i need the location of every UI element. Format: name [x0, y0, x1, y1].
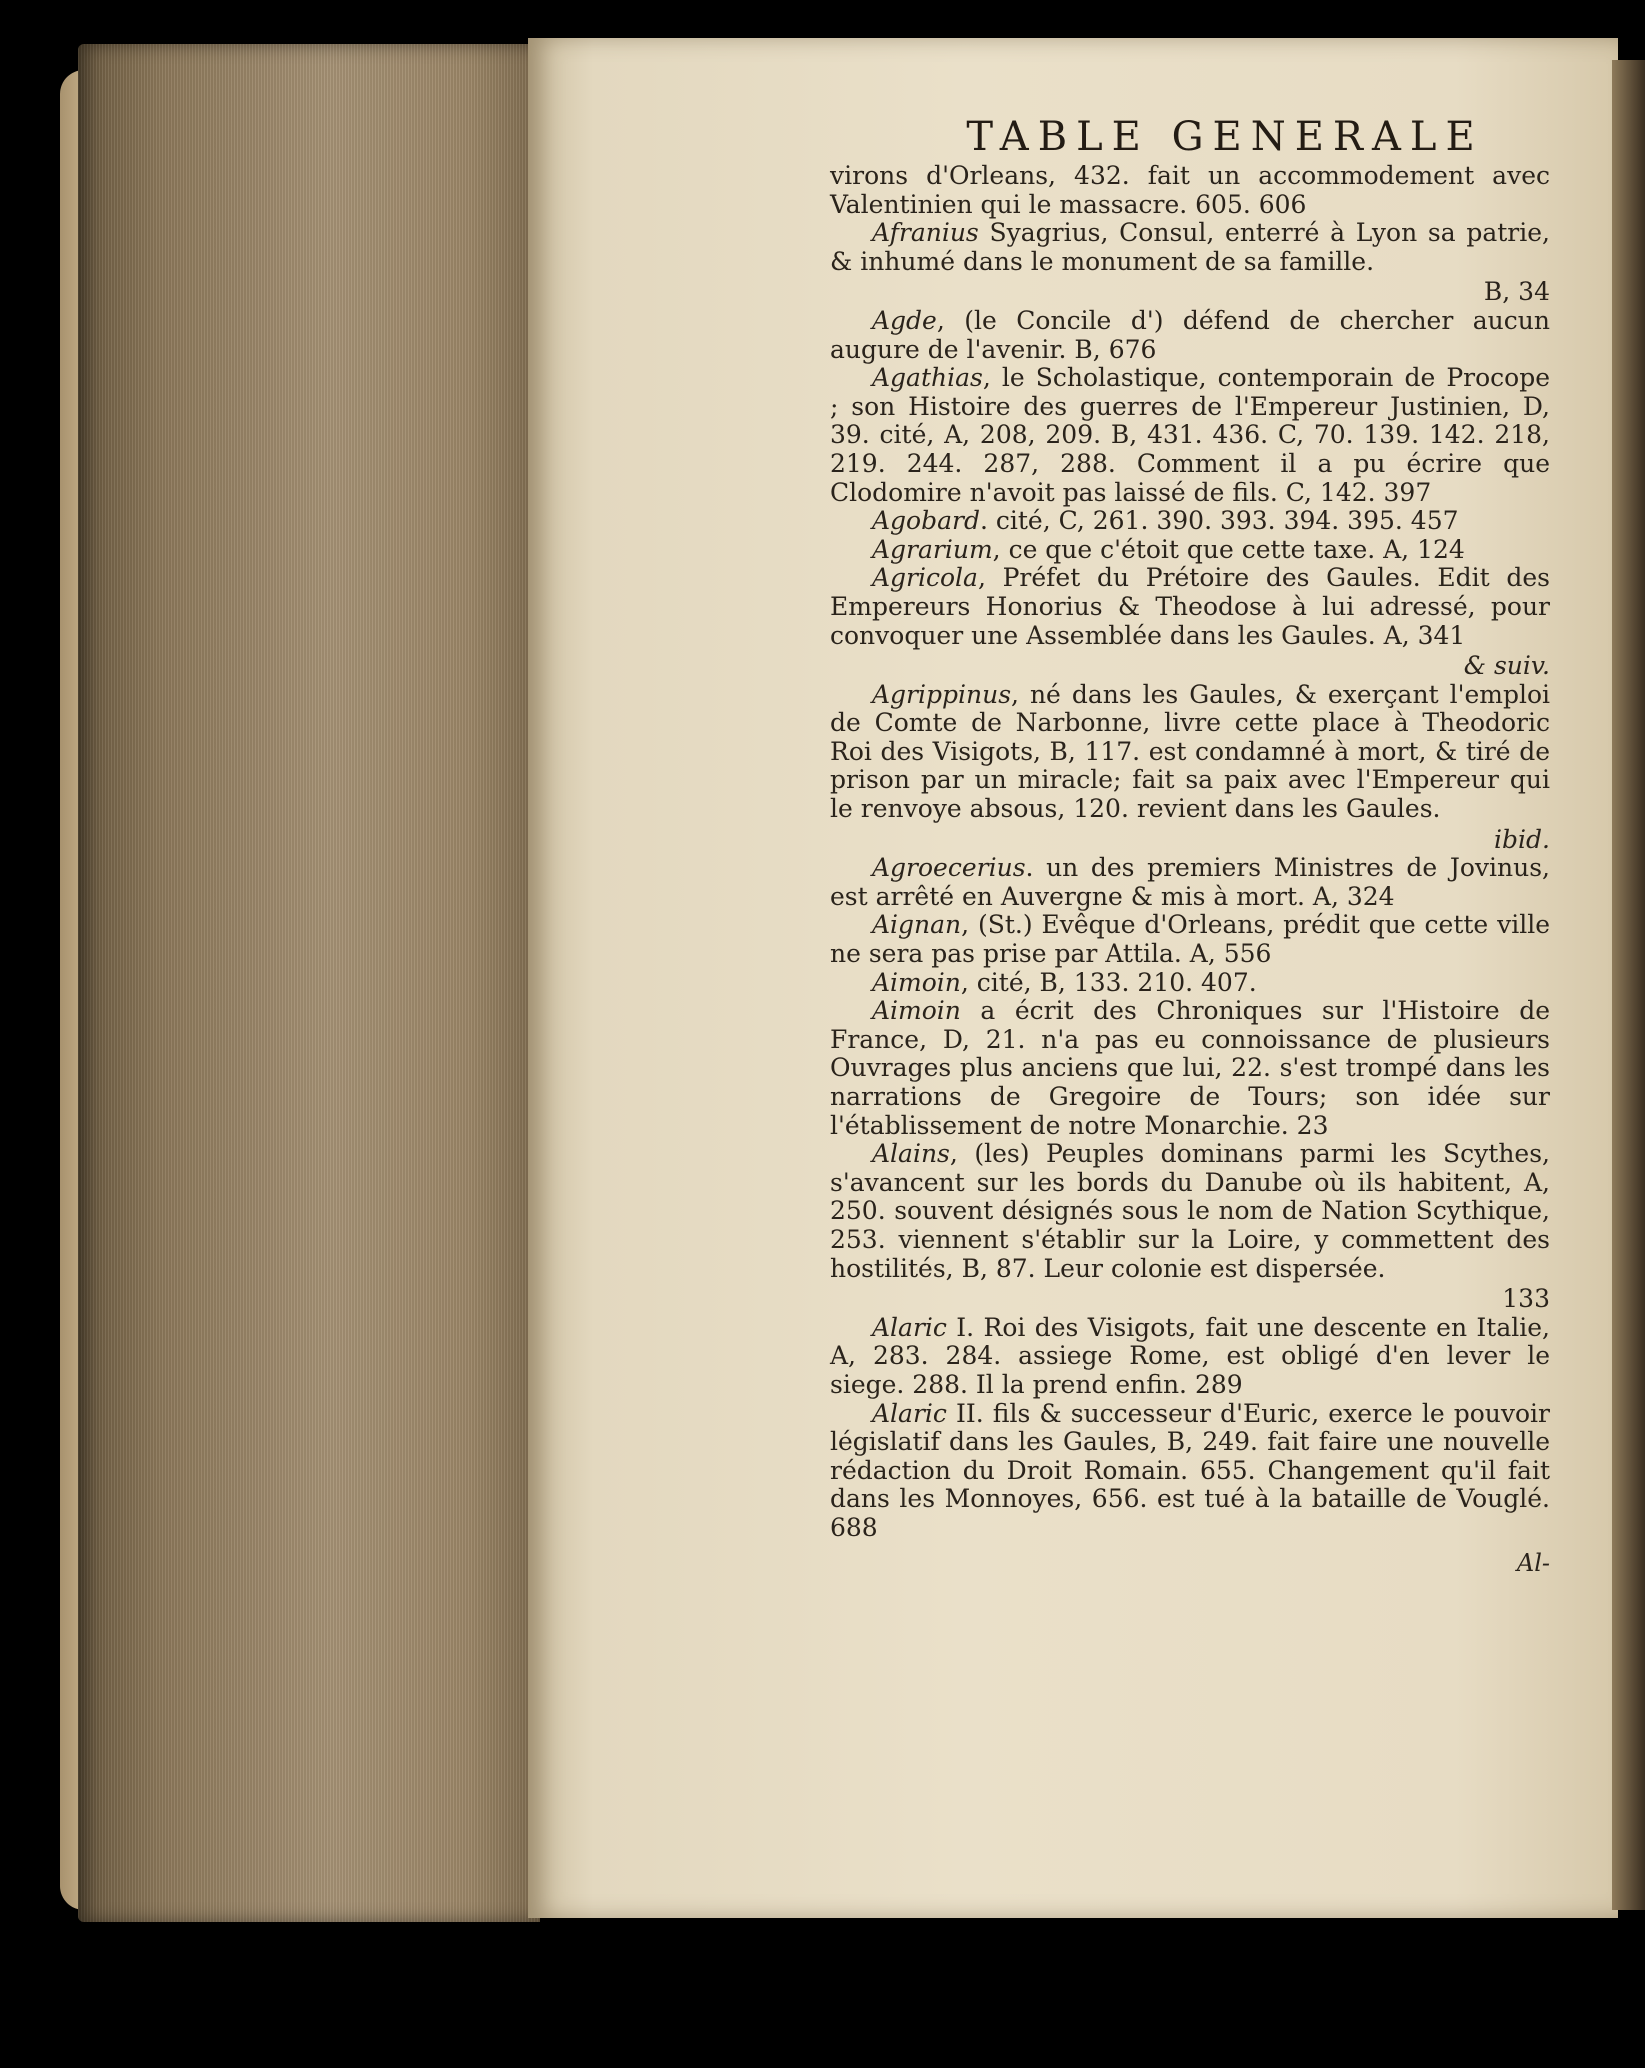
entry-text: virons d'Orleans, 432. fait un accommodement avec Valentinien qui le massacre. 605. 606: [830, 161, 1550, 219]
page-gutter-right: [1612, 60, 1645, 1910]
entry-text: . un des premiers Ministres de Jovinus, est arrêté en Auvergne & mis à mort. A, 324: [830, 853, 1550, 911]
entry-text: , Préfet du Prétoire des Gaules. Edit des Empereurs Honorius & Theodose à lui adressé, pour convoquer une Assemblée dans les Gaules. A, 341: [830, 563, 1550, 650]
index-entry: [830, 536, 1550, 565]
index-entry: [830, 564, 1550, 680]
entry-headword: Agroecerius: [872, 853, 1026, 883]
entry-text: , le Scholastique, contemporain de Procope ; son Histoire des guerres de l'Empereur Justinien, D, 39. cité, A, 208, 209. B, 431. 436. C, 70. 139. 142. 218, 219. 244. 287, 288. Comment il a pu écrire que Clodomire n'avoit pas laissé de fils. C, 142. 397: [830, 363, 1550, 507]
entry-text: . cité, C, 261. 390. 393. 394. 395. 457: [979, 506, 1459, 536]
index-entry: [830, 507, 1550, 536]
index-entry: [830, 162, 1550, 219]
entry-text: II. fils & successeur d'Euric, exerce le pouvoir législatif dans les Gaules, B, 249. fait faire une nouvelle rédaction du Droit Romain. 655. Changement qu'il fait dans les Monnoyes, 656. est tué à la bataille de Vouglé. 688: [830, 1398, 1550, 1542]
entry-headword: Alaric: [872, 1312, 947, 1342]
entry-headword: Alaric: [872, 1398, 947, 1428]
index-text-block: [830, 100, 1550, 1577]
index-entry: [830, 911, 1550, 968]
index-entry: [830, 969, 1550, 998]
entry-text: , (les) Peuples dominans parmi les Scythes, s'avancent sur les bords du Danube où ils habitent, A, 250. souvent désignés sous le nom de Nation Scythique, 253. viennent s'établir sur la Loire, y commettent des hostilités, B, 87. Leur colonie est dispersée.: [830, 1139, 1550, 1283]
index-entry: [830, 1400, 1550, 1543]
index-entry: [830, 681, 1550, 855]
entry-headword: Agricola: [872, 563, 978, 593]
entry-text: , ce que c'étoit que cette taxe. A, 124: [992, 534, 1465, 564]
entry-text: Syagrius, Consul, enterré à Lyon sa patrie, & inhumé dans le monument de sa famille.: [830, 218, 1550, 276]
entry-headword: Agobard: [872, 506, 980, 536]
index-entry: [830, 1140, 1550, 1314]
entry-headword: Agathias: [872, 363, 983, 393]
index-entry: [830, 997, 1550, 1140]
entry-headword: Aimoin: [872, 967, 961, 997]
entry-headword: Aimoin: [872, 996, 961, 1026]
entry-text: , cité, B, 133. 210. 407.: [960, 967, 1257, 997]
entry-text: a écrit des Chroniques sur l'Histoire de France, D, 21. n'a pas eu connoissance de plusieurs Ouvrages plus anciens que lui, 22. s'est trompé dans les narrations de Gregoire de Tours; son idée sur l'établissement de notre Monarchie. 23: [830, 996, 1550, 1140]
index-entry: [830, 854, 1550, 911]
index-entry: [830, 219, 1550, 307]
entry-headword: Agrarium: [872, 534, 993, 564]
page-edges: [78, 44, 540, 1922]
running-head: TABLE GENERALE: [966, 114, 1484, 160]
entry-text: , (St.) Evêque d'Orleans, prédit que cette ville ne sera pas prise par Attila. A, 556: [830, 910, 1550, 969]
entry-text: , (le Concile d') défend de chercher aucun augure de l'avenir. B, 676: [830, 305, 1550, 364]
entry-headword: Agrippinus: [872, 679, 1012, 709]
entry-headword: Afranius: [872, 218, 979, 248]
index-entry: [830, 364, 1550, 507]
entry-headword: Alains: [872, 1139, 950, 1169]
entry-reference: ibid.: [1494, 824, 1550, 854]
entry-headword: Agde: [872, 305, 937, 335]
entry-reference: & suiv.: [1463, 651, 1550, 681]
entry-text: , né dans les Gaules, & exerçant l'emploi de Comte de Narbonne, livre cette place à Theodoric Roi des Visigots, B, 117. est condamné à mort, & tiré de prison par un miracle; fait sa paix avec l'Empereur qui le renvoye absous, 120. revient dans les Gaules.: [830, 679, 1550, 824]
catchword: Al-: [1516, 1548, 1550, 1577]
entry-reference: 133: [1502, 1284, 1550, 1314]
entry-headword: Aignan: [872, 910, 962, 940]
entry-reference: B, 34: [1483, 277, 1550, 307]
index-entry: [830, 1314, 1550, 1400]
index-entry: [830, 307, 1550, 364]
entry-text: I. Roi des Visigots, fait une descente en Italie, A, 283. 284. assiege Rome, est obligé d'en lever le siege. 288. Il la prend enfin. 289: [830, 1312, 1550, 1399]
